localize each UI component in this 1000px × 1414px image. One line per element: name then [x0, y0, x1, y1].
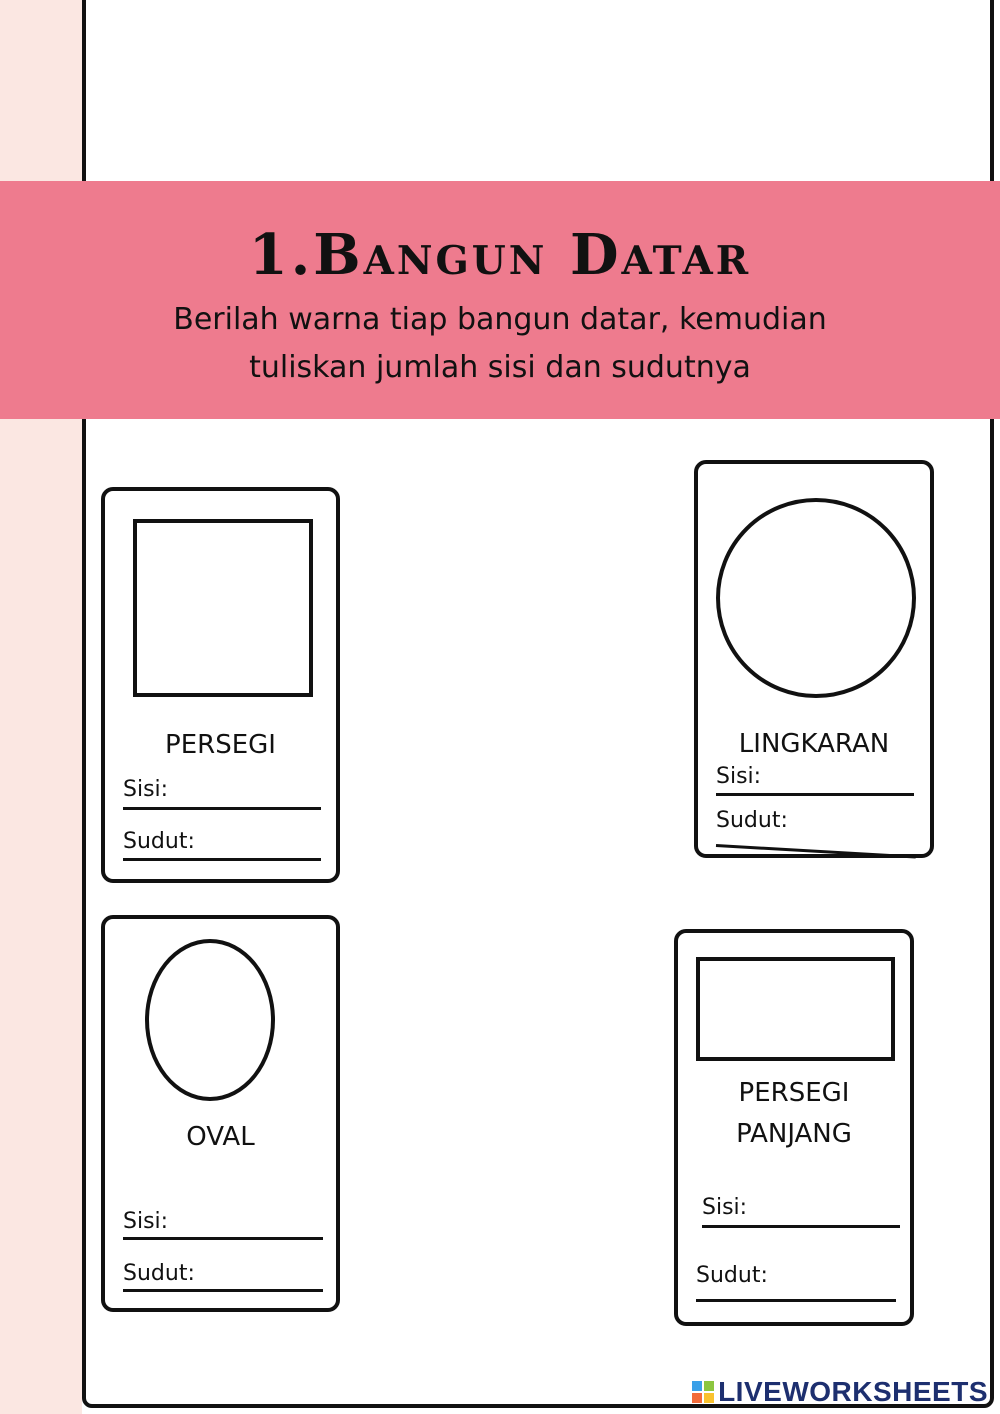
sisi-answer-line[interactable]: [716, 793, 914, 796]
rectangle-icon: [696, 957, 895, 1061]
sisi-answer-line[interactable]: [123, 807, 321, 810]
sudut-label: Sudut:: [716, 808, 788, 833]
sisi-label: Sisi:: [716, 764, 762, 789]
shape-name-line-2: PANJANG: [736, 1119, 852, 1149]
sudut-answer-line[interactable]: [123, 858, 321, 861]
sisi-label: Sisi:: [123, 1209, 169, 1234]
worksheet-title: 1.Bangun Datar: [248, 222, 752, 288]
card-persegi-panjang: [674, 929, 914, 1326]
sisi-label: Sisi:: [123, 777, 169, 802]
liveworksheets-logo-icon: [692, 1381, 714, 1403]
circle-icon: [716, 498, 916, 698]
shape-name: LINGKARAN: [738, 729, 890, 759]
card-lingkaran: [694, 460, 934, 858]
sudut-label: Sudut:: [123, 829, 195, 854]
sudut-label: Sudut:: [123, 1261, 195, 1286]
shape-name-line-1: PERSEGI: [738, 1078, 850, 1108]
oval-icon: [145, 939, 275, 1101]
shape-name: PERSEGI: [165, 730, 276, 760]
instruction-line-1: Berilah warna tiap bangun datar, kemudian: [173, 302, 827, 337]
watermark-text: LIVEWORKSHEETS: [718, 1376, 988, 1407]
sisi-answer-line[interactable]: [123, 1237, 323, 1240]
sudut-answer-line[interactable]: [716, 844, 916, 859]
sisi-label: Sisi:: [702, 1195, 748, 1220]
instruction-line-2: tuliskan jumlah sisi dan sudutnya: [249, 350, 751, 385]
square-icon: [133, 519, 313, 697]
shape-name: OVAL: [186, 1122, 255, 1152]
card-persegi: [101, 487, 340, 883]
sudut-answer-line[interactable]: [696, 1299, 896, 1302]
sudut-answer-line[interactable]: [123, 1289, 323, 1292]
sudut-label: Sudut:: [696, 1263, 768, 1288]
liveworksheets-watermark: [692, 1376, 988, 1408]
sisi-answer-line[interactable]: [702, 1225, 900, 1228]
card-oval: [101, 915, 340, 1312]
